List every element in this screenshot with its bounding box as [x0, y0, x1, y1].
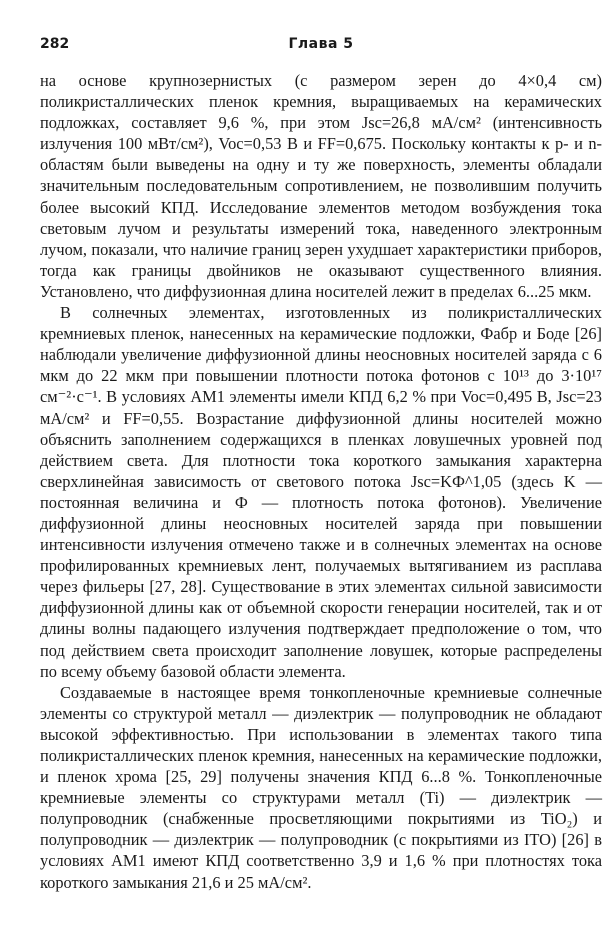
paragraph-1: на основе крупнозернистых (с размером зерен до 4×0,4 см) поликристаллических пленок кремния, выращиваемых на керамических подложках, составляет 9,6 %, при этом Jsc=26,8 мА/см² (интенсивность излучения 100 мВт/см²), Voc=0,53 В и FF=0,675. Поскольку контакты к p- и n-областям были выведены на одну и ту же поверхность, элементы обладали значительным последовательным сопротивлением, не позволившим получить более высокий КПД. Исследование элементов методом возбуждения тока световым лучом и результаты измерений тока, наведенного электронным лучом, показали, что наличие границ зерен ухудшает характеристики приборов, тогда как границы двойников не оказывают существенного влияния. Установлено, что диффузионная длина носителей лежит в пределах 6...25 мкм.: [40, 71, 602, 301]
body-text: [40, 70, 602, 893]
paragraph-2: В солнечных элементах, изготовленных из поликристаллических кремниевых пленок, нанесенных на керамические подложки, Фабр и Боде [26] наблюдали увеличение диффузионной длины неосновных носителей заряда с 6 мкм до 22 мкм при повышении плотности потока фотонов с 10¹³ до 3·10¹⁷ см⁻²·с⁻¹. В условиях АМ1 элементы имели КПД 6,2 % при Voc=0,495 В, Jsc=23 мА/см² и FF=0,55. Возрастание диффузионной длины носителей можно объяснить заполнением содержащихся в пленках ловушечных уровней под действием света. Для плотности тока короткого замыкания характерна сверхлинейная зависимость от светового потока Jsc=KФ^1,05 (здесь K — постоянная величина и Ф — плотность потока фотонов). Увеличение диффузионной длины неосновных носителей заряда при повышении интенсивности излучения отмечено также и в солнечных элементах на основе профилированных кремниевых лент, получаемых вытягиванием из расплава через фильеры [27, 28]. Существование в этих элементах сильной зависимости диффузионной длины как от объемной скорости генерации носителей, так и от длины волны падающего излучения подтверждает предположение о том, что под действием света происходит заполнение ловушек, которые распределены по всему объему базовой области элемента.: [40, 303, 602, 681]
chapter-title: Глава 5: [288, 36, 354, 52]
page-number: 282: [40, 36, 70, 52]
paragraph-3: Создаваемые в настоящее время тонкопленочные кремниевые солнечные элементы со структурой металл — диэлектрик — полупроводник не обладают высокой эффективностью. При использовании в элементах такого типа поликристаллических пленок кремния, нанесенных на керамические подложки, и пленок хрома [25, 29] получены значения КПД 6...8 %. Тонкопленочные кремниевые элементы со структурами металл (Ti) — диэлектрик — полупроводник (снабженные просветляющими покрытиями из TiO₂) и полупроводник — диэлектрик — полупроводник (с покрытиями из ITO) [26] в условиях АМ1 имеют КПД соответственно 3,9 и 1,6 % при плотностях тока короткого замыкания 21,6 и 25 мА/см².: [40, 682, 602, 892]
book-page: [40, 28, 602, 893]
page-header: [40, 28, 602, 58]
